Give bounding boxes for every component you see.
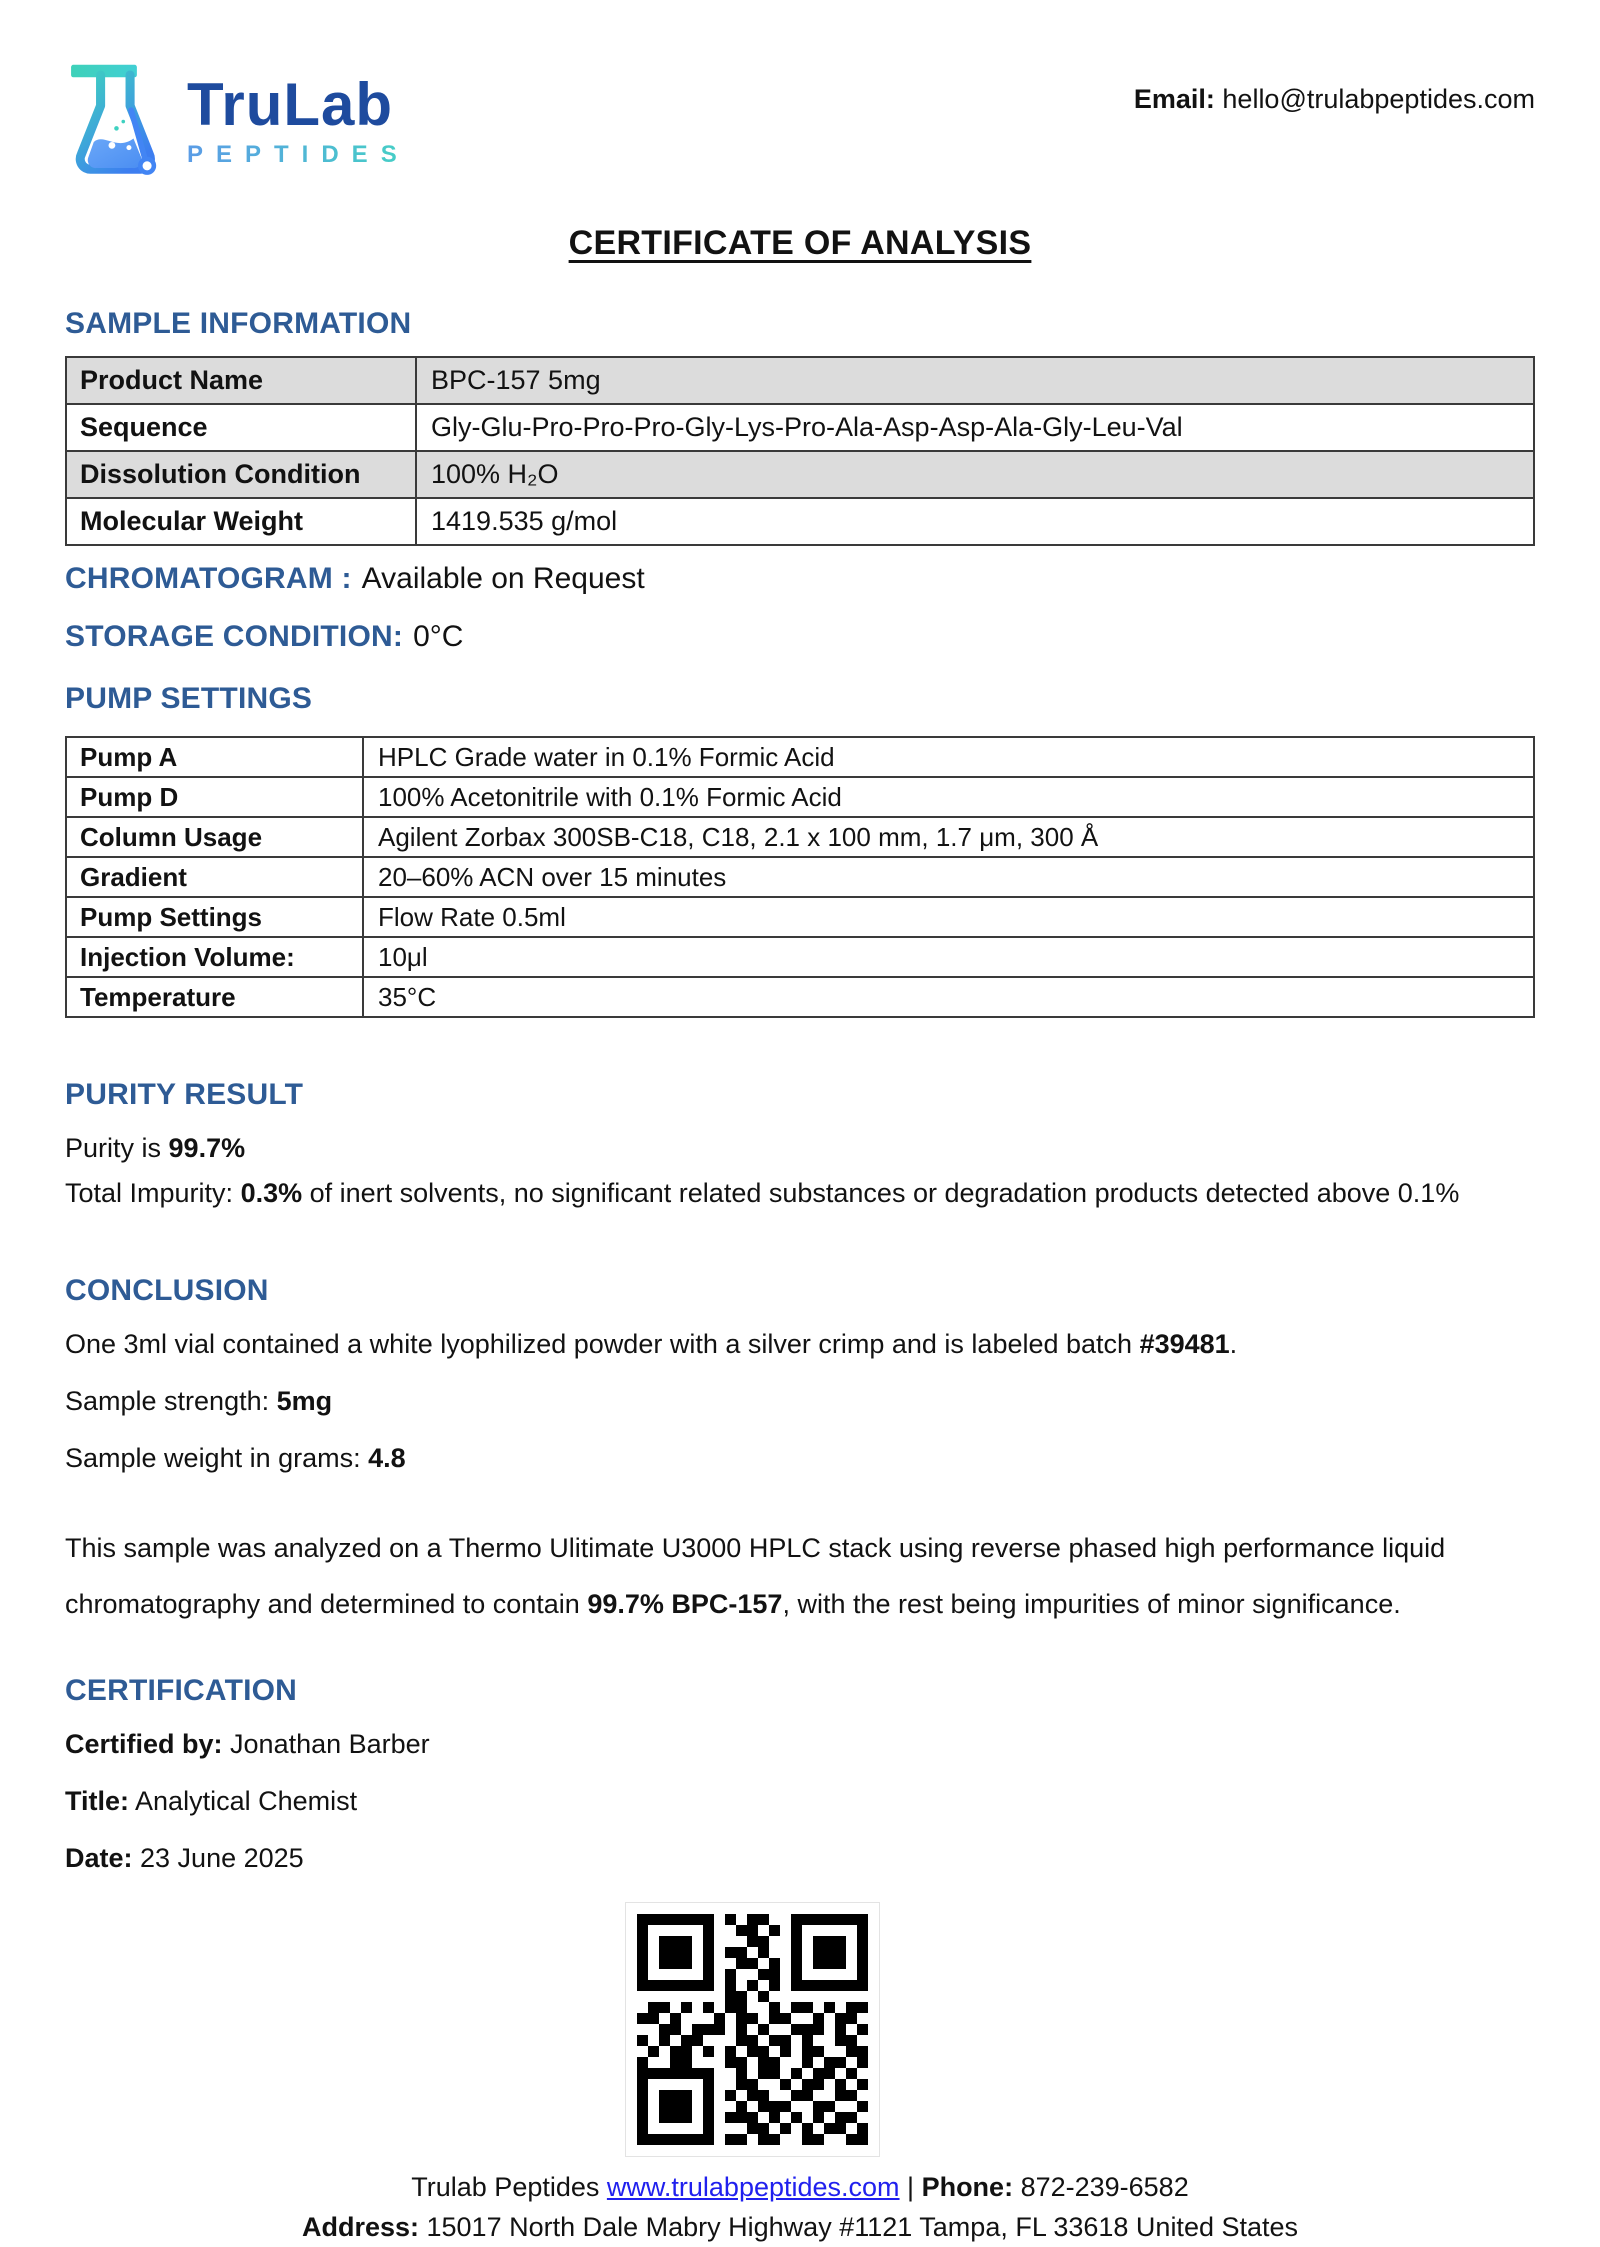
section-heading-pump-settings: PUMP SETTINGS: [65, 682, 313, 715]
qr-code-grid: [637, 1914, 868, 2145]
footer-address-label: Address:: [301, 2212, 419, 2242]
table-row-label: Injection Volume:: [80, 941, 295, 972]
section-heading-conclusion: CONCLUSION: [65, 1274, 269, 1307]
contact-email: [1134, 84, 1535, 115]
footer-address-value: 15017 North Dale Mabry Highway #1121 Tampa, FL 33618 United States: [419, 2212, 1299, 2242]
sample-information-table: [65, 356, 1535, 546]
table-row-value: Flow Rate 0.5ml: [362, 898, 1533, 936]
page-title: CERTIFICATE OF ANALYSIS: [568, 224, 1032, 262]
flask-icon: [65, 58, 177, 183]
table-row-label: Pump Settings: [80, 901, 263, 932]
email-label: Email:: [1133, 84, 1215, 114]
certification-label: Title:: [65, 1786, 130, 1816]
storage-condition-line: [65, 620, 1535, 654]
table-row-label: Pump D: [80, 781, 179, 812]
footer-contact-line: [65, 2167, 1535, 2207]
section-heading-purity-result: PURITY RESULT: [65, 1078, 304, 1111]
table-row-label: Molecular Weight: [80, 506, 304, 536]
batch-number: #39481: [1139, 1329, 1230, 1359]
email-value: hello@trulabpeptides.com: [1214, 84, 1535, 114]
table-row-value: 100% H₂O: [415, 452, 1533, 497]
table-row: [67, 978, 1533, 1018]
conclusion-text: [65, 1322, 1535, 1480]
purity-text: [65, 1126, 1535, 1216]
certification-value: Analytical Chemist: [129, 1786, 358, 1816]
table-row: [67, 405, 1533, 452]
trulab-logo: [65, 58, 410, 183]
pump-settings-table: [65, 736, 1535, 1018]
purity-line1: Purity is 99.7%: [65, 1133, 246, 1163]
conclusion-line-vial: One 3ml vial contained a white lyophilized powder with a silver crimp and is labeled batch #39481.: [65, 1329, 1238, 1359]
table-row-value: 20–60% ACN over 15 minutes: [362, 858, 1533, 896]
table-row: [67, 778, 1533, 818]
qr-code: [625, 1902, 880, 2157]
storage-condition-label: STORAGE CONDITION:: [65, 620, 404, 653]
impurity-value: 0.3%: [240, 1178, 303, 1208]
table-row-value: 10μl: [362, 938, 1533, 976]
footer-phone-value: 872-239-6582: [1013, 2172, 1189, 2202]
table-row: [67, 898, 1533, 938]
page-header: [65, 58, 1535, 190]
conclusion-line-weight: Sample weight in grams: 4.8: [65, 1443, 406, 1473]
footer-phone-label: Phone:: [921, 2172, 1014, 2202]
storage-condition-value: 0°C: [413, 620, 464, 653]
conclusion-line-strength: Sample strength: 5mg: [65, 1386, 333, 1416]
footer-company: Trulab Peptides: [411, 2172, 607, 2202]
chromatogram-line: [65, 562, 1535, 596]
table-row-value: 1419.535 g/mol: [415, 499, 1533, 544]
footer-website-link[interactable]: www.trulabpeptides.com: [606, 2172, 900, 2202]
purity-value: 99.7%: [168, 1133, 246, 1163]
table-row-value: BPC-157 5mg: [415, 358, 1533, 403]
table-row: [67, 452, 1533, 499]
footer-separator: |: [907, 2172, 922, 2202]
table-row-label: Dissolution Condition: [80, 459, 361, 489]
table-row: [67, 818, 1533, 858]
table-row-value: Gly-Glu-Pro-Pro-Pro-Gly-Lys-Pro-Ala-Asp-Asp-Ala-Gly-Leu-Val: [415, 405, 1533, 450]
chromatogram-label: CHROMATOGRAM :: [65, 562, 352, 595]
table-row-label: Column Usage: [80, 821, 263, 852]
table-row-value: 35°C: [362, 978, 1533, 1016]
certification-line: [65, 1836, 1535, 1880]
logo-brand-text: TruLab: [187, 70, 394, 138]
analysis-paragraph: This sample was analyzed on a Thermo Ulitimate U3000 HPLC stack using reverse phased high performance liquid chromatography and determined to contain 99.7% BPC-157, with the rest being impurities of minor significance.: [65, 1533, 1446, 1619]
footer-address-line: [65, 2207, 1535, 2247]
certification-line: [65, 1722, 1535, 1766]
table-row: [67, 499, 1533, 546]
certification-label: Certified by:: [65, 1729, 223, 1759]
certification-value: 23 June 2025: [132, 1843, 304, 1873]
table-row-label: Sequence: [80, 412, 208, 442]
impurity-line: Total Impurity: 0.3% of inert solvents, no significant related substances or degradation products detected above 0.1%: [65, 1178, 1460, 1208]
certification-value: Jonathan Barber: [222, 1729, 430, 1759]
table-row-value: HPLC Grade water in 0.1% Formic Acid: [362, 738, 1533, 776]
analysis-purity-value: 99.7% BPC-157: [587, 1589, 783, 1619]
table-row-value: 100% Acetonitrile with 0.1% Formic Acid: [362, 778, 1533, 816]
certification-line: [65, 1779, 1535, 1823]
certification-label: Date:: [65, 1843, 133, 1873]
table-row-label: Temperature: [80, 981, 236, 1012]
table-row-label: Gradient: [80, 861, 187, 892]
certification-text: [65, 1722, 1535, 1880]
sample-weight-value: 4.8: [368, 1443, 406, 1473]
page-footer: [65, 2167, 1535, 2247]
table-row: [67, 858, 1533, 898]
table-row: [67, 358, 1533, 405]
section-heading-certification: CERTIFICATION: [65, 1674, 298, 1707]
table-row: [67, 938, 1533, 978]
table-row-value: Agilent Zorbax 300SB-C18, C18, 2.1 x 100 mm, 1.7 μm, 300 Å: [362, 818, 1533, 856]
table-row-label: Product Name: [80, 365, 264, 395]
chromatogram-value: Available on Request: [361, 562, 645, 595]
section-heading-sample-information: SAMPLE INFORMATION: [65, 307, 412, 340]
table-row-label: Pump A: [80, 741, 178, 772]
sample-strength-value: 5mg: [276, 1386, 333, 1416]
table-row: [67, 738, 1533, 778]
logo-subtitle-text: PEPTIDES: [187, 140, 410, 168]
